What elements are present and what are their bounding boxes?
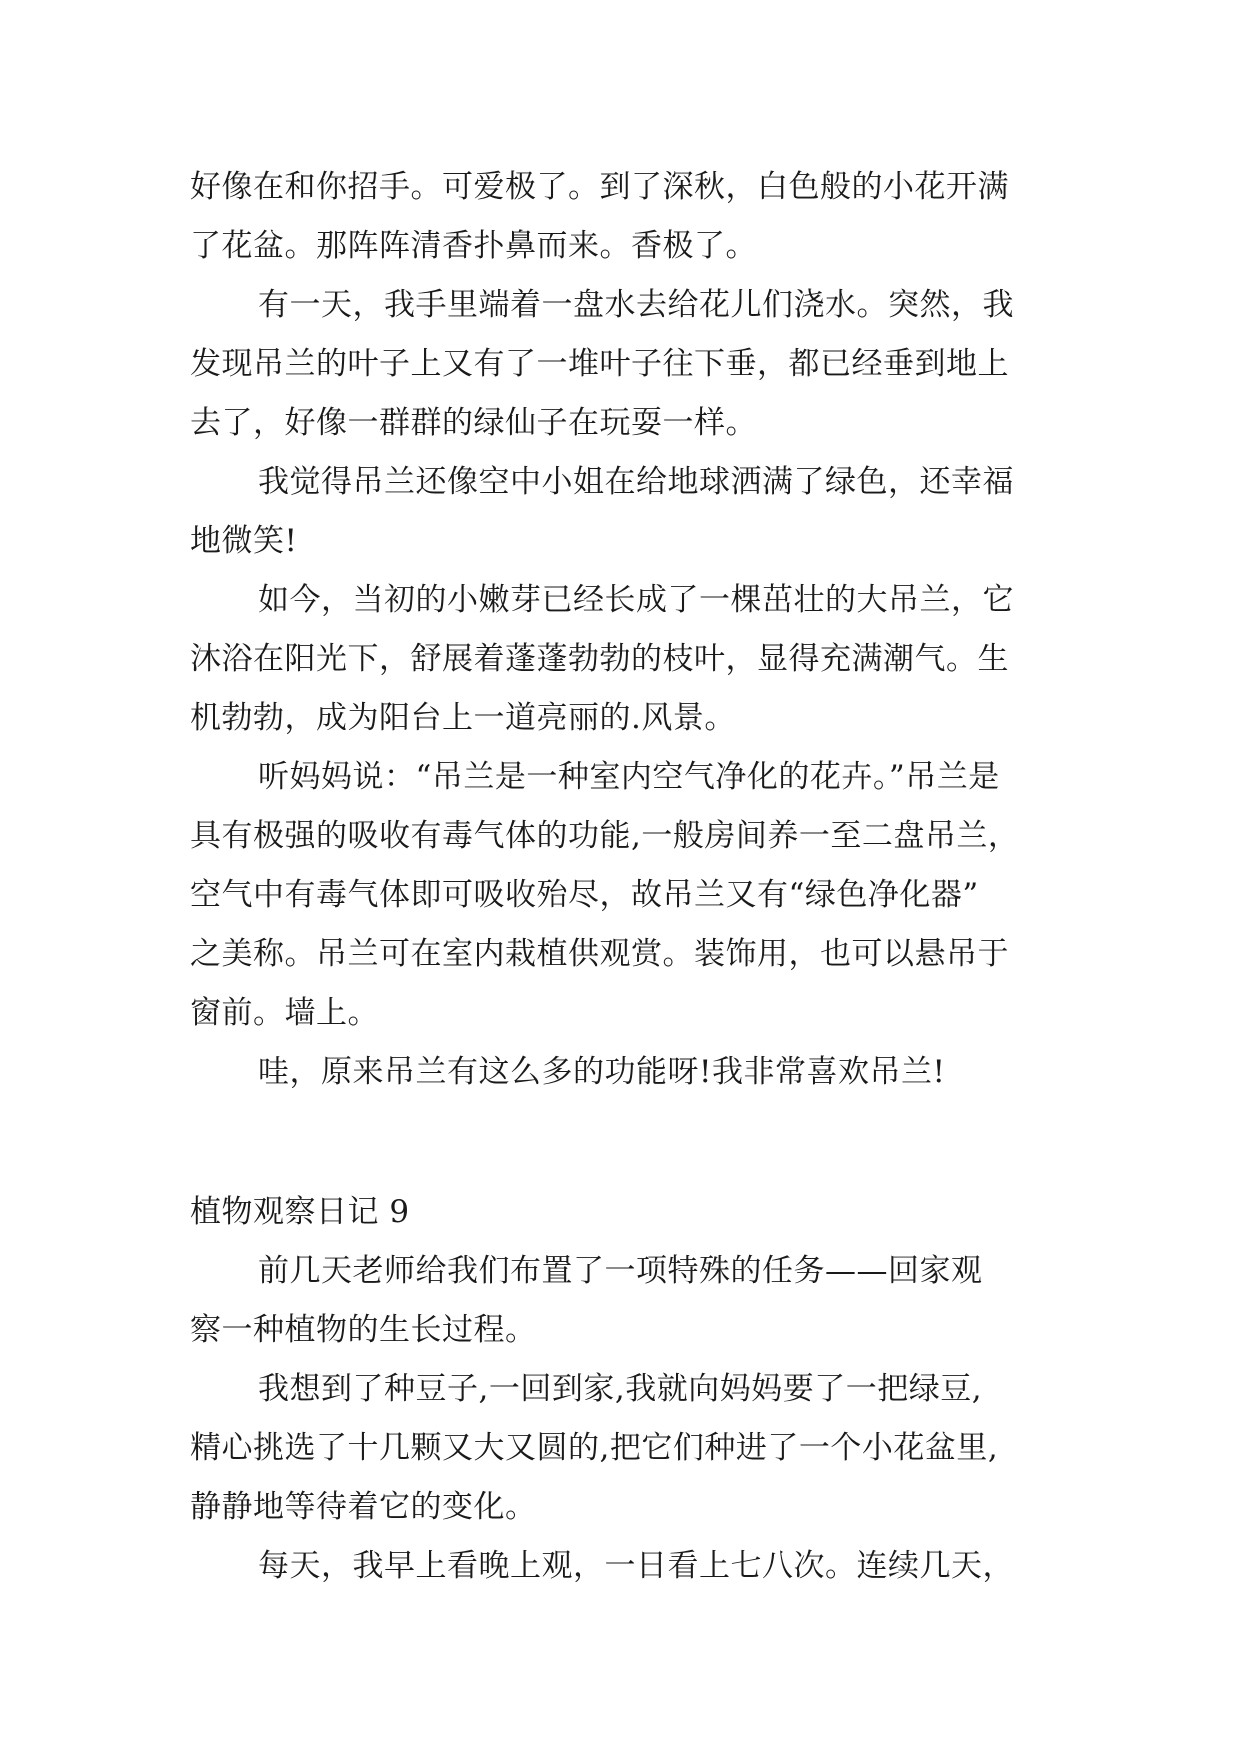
paragraph bbox=[190, 1360, 1060, 1537]
document-page bbox=[190, 158, 1060, 1596]
text-line: 精心挑选了十几颗又大又圆的,把它们种进了一个小花盆里, bbox=[190, 1430, 999, 1466]
text-line: 之美称。吊兰可在室内栽植供观赏。装饰用，也可以悬吊于 bbox=[190, 936, 1009, 972]
paragraph bbox=[190, 453, 1060, 571]
text-line: 听妈妈说：“吊兰是一种室内空气净化的花卉。”吊兰是 bbox=[258, 759, 1000, 795]
text-line: 沐浴在阳光下，舒展着蓬蓬勃勃的枝叶，显得充满潮气。生 bbox=[190, 641, 1009, 677]
paragraph bbox=[190, 158, 1060, 276]
paragraph bbox=[190, 571, 1060, 748]
text-line: 空气中有毒气体即可吸收殆尽，故吊兰又有“绿色净化器” bbox=[190, 877, 979, 913]
text-line: 如今，当初的小嫩芽已经长成了一棵茁壮的大吊兰，它 bbox=[258, 582, 1014, 618]
text-line: 前几天老师给我们布置了一项特殊的任务——回家观 bbox=[258, 1253, 983, 1289]
text-line: 静静地等待着它的变化。 bbox=[190, 1489, 537, 1525]
text-line: 具有极强的吸收有毒气体的功能,一般房间养一至二盘吊兰， bbox=[190, 818, 1020, 854]
text-line: 我想到了种豆子,一回到家,我就向妈妈要了一把绿豆, bbox=[258, 1371, 983, 1407]
text-line: 窗前。墙上。 bbox=[190, 995, 379, 1031]
text-line: 了花盆。那阵阵清香扑鼻而来。香极了。 bbox=[190, 228, 757, 264]
text-line: 去了，好像一群群的绿仙子在玩耍一样。 bbox=[190, 405, 757, 441]
text-line: 我觉得吊兰还像空中小姐在给地球洒满了绿色，还幸福 bbox=[258, 464, 1014, 500]
paragraph bbox=[190, 748, 1060, 1043]
paragraph bbox=[190, 1537, 1060, 1596]
section-gap bbox=[190, 1102, 1060, 1161]
text-line: 机勃勃，成为阳台上一道亮丽的.风景。 bbox=[190, 700, 736, 736]
text-line: 发现吊兰的叶子上又有了一堆叶子往下垂，都已经垂到地上 bbox=[190, 346, 1009, 382]
text-line: 哇，原来吊兰有这么多的功能呀!我非常喜欢吊兰! bbox=[258, 1054, 946, 1090]
paragraph bbox=[190, 1043, 1060, 1102]
section-title: 植物观察日记 9 bbox=[190, 1194, 410, 1230]
text-line: 每天，我早上看晚上观，一日看上七八次。连续几天， bbox=[258, 1548, 1014, 1584]
text-line: 察一种植物的生长过程。 bbox=[190, 1312, 537, 1348]
text-line: 好像在和你招手。可爱极了。到了深秋，白色般的小花开满 bbox=[190, 169, 1009, 205]
text-line: 有一天，我手里端着一盘水去给花儿们浇水。突然，我 bbox=[258, 287, 1014, 323]
paragraph bbox=[190, 276, 1060, 453]
text-line: 地微笑! bbox=[190, 523, 298, 559]
paragraph bbox=[190, 1242, 1060, 1360]
